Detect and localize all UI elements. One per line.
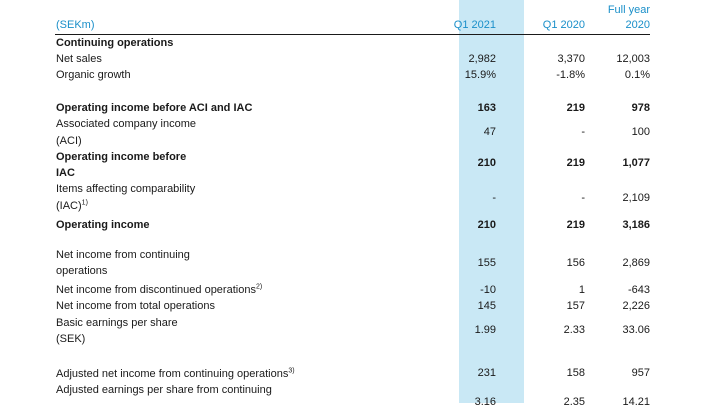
row-label-aci-line1: Associated company income <box>56 118 197 130</box>
row-label-op-income-before-aci-iac: Operating income before ACI and IAC <box>56 102 253 114</box>
operating-income-q1-2020: 219 <box>566 219 585 231</box>
row-label-iac-line2 <box>56 199 88 213</box>
adj-eps-q1-2020: 2.35 <box>563 396 585 408</box>
aci-q1-2021: 47 <box>483 126 496 138</box>
ni-continuing-q1-2020: 156 <box>566 257 585 269</box>
adj-ni-full-year: 957 <box>631 367 650 379</box>
row-label-organic-growth: Organic growth <box>56 69 131 81</box>
adj-ni-q1-2020: 158 <box>566 367 585 379</box>
eps-q1-2021: 1.99 <box>474 324 496 336</box>
row-label-op-income-before-iac-line1: Operating income before <box>56 151 187 163</box>
eps-full-year: 33.06 <box>622 324 650 336</box>
ni-discontinued-q1-2021: -10 <box>480 284 496 296</box>
ni-total-q1-2021: 145 <box>477 300 496 312</box>
footnote-1-marker: 1) <box>81 199 88 207</box>
eps-q1-2020: 2.33 <box>563 324 585 336</box>
adj-ni-label-text: Adjusted net income from continuing operations <box>56 368 289 380</box>
op-income-before-iac-q1-2021: 210 <box>477 157 496 169</box>
adj-ni-q1-2021: 231 <box>477 367 496 379</box>
row-label-eps-line2: (SEK) <box>56 333 86 345</box>
row-label-operating-income: Operating income <box>56 219 150 231</box>
row-label-adj-ni <box>56 367 295 381</box>
op-income-before-iac-q1-2020: 219 <box>566 157 585 169</box>
section-continuing-operations: Continuing operations <box>56 37 174 49</box>
op-income-before-iac-full-year: 1,077 <box>622 157 650 169</box>
row-label-ni-continuing-line1: Net income from continuing <box>56 249 190 261</box>
adj-eps-full-year: 14.21 <box>622 396 650 408</box>
net-sales-full-year: 12,003 <box>616 53 650 65</box>
ni-continuing-full-year: 2,869 <box>622 257 650 269</box>
row-label-ni-total: Net income from total operations <box>56 300 215 312</box>
op-income-before-aci-iac-q1-2021: 163 <box>477 102 496 114</box>
unit-label: (SEKm) <box>56 19 95 31</box>
footnote-2-marker: 2) <box>255 283 263 291</box>
op-income-before-aci-iac-q1-2020: 219 <box>566 102 585 114</box>
ni-total-q1-2020: 157 <box>566 300 585 312</box>
operating-income-full-year: 3,186 <box>622 219 650 231</box>
row-label-ni-continuing-line2: operations <box>56 265 108 277</box>
row-label-iac-line1: Items affecting comparability <box>56 183 196 195</box>
op-income-before-aci-iac-full-year: 978 <box>631 102 650 114</box>
col-header-full-year-line1: Full year <box>607 4 650 16</box>
aci-q1-2020: - <box>581 126 585 138</box>
ni-discontinued-label-text: Net income from discontinued operations <box>56 284 256 296</box>
row-label-net-sales: Net sales <box>56 53 102 65</box>
organic-growth-full-year: 0.1% <box>624 69 650 81</box>
iac-full-year: 2,109 <box>622 192 650 204</box>
adj-eps-q1-2021: 3.16 <box>474 396 496 408</box>
organic-growth-q1-2020: -1.8% <box>556 69 585 81</box>
row-label-ni-discontinued <box>56 283 262 297</box>
row-label-eps-line1: Basic earnings per share <box>56 317 178 329</box>
ni-total-full-year: 2,226 <box>622 300 650 312</box>
col-header-full-year-line2: 2020 <box>625 19 650 31</box>
ni-discontinued-q1-2020: 1 <box>578 284 585 296</box>
row-label-adj-eps-line1: Adjusted earnings per share from continuing <box>56 384 272 396</box>
aci-full-year: 100 <box>631 126 650 138</box>
header-rule <box>55 34 650 35</box>
col-header-q1-2021: Q1 2021 <box>453 19 496 31</box>
row-label-aci-line2: (ACI) <box>56 135 82 147</box>
net-sales-q1-2020: 3,370 <box>557 53 585 65</box>
ni-continuing-q1-2021: 155 <box>477 257 496 269</box>
col-header-q1-2020: Q1 2020 <box>542 19 585 31</box>
iac-label-text: (IAC) <box>56 200 82 212</box>
ni-discontinued-full-year: -643 <box>627 284 650 296</box>
operating-income-q1-2021: 210 <box>477 219 496 231</box>
iac-q1-2020: - <box>581 192 585 204</box>
footnote-3-marker: 3) <box>288 367 295 375</box>
organic-growth-q1-2021: 15.9% <box>464 69 496 81</box>
net-sales-q1-2021: 2,982 <box>468 53 496 65</box>
row-label-op-income-before-iac-line2: IAC <box>56 167 75 179</box>
iac-q1-2021: - <box>492 192 496 204</box>
